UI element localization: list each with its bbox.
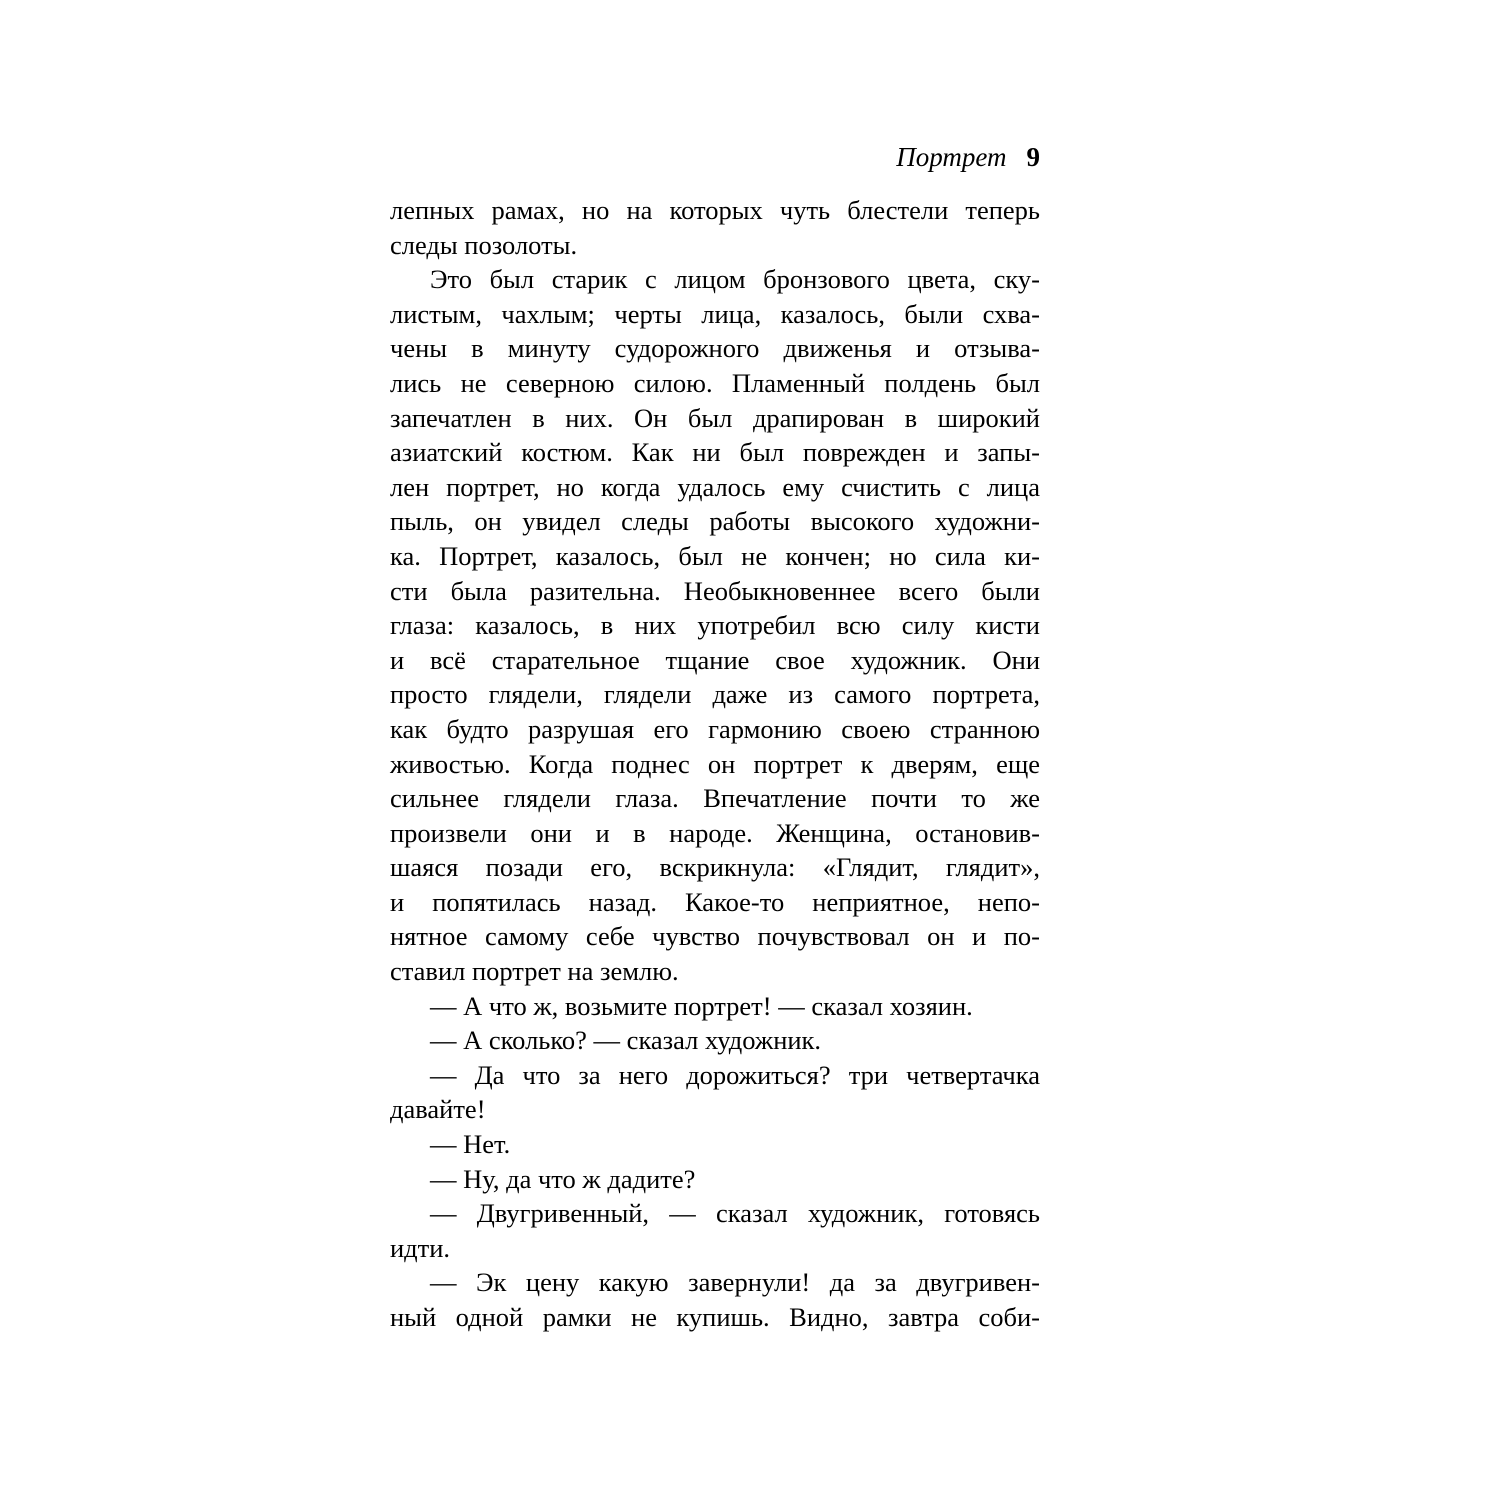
text-line: идти. — [390, 1232, 451, 1263]
text-line: как будто разрушая его гармонию своею странною — [390, 713, 1040, 744]
text-line: — Ну, да что ж дадите? — [430, 1163, 696, 1194]
text-line: запечатлен в них. Он был драпирован в широкий — [390, 402, 1040, 433]
text-line: азиатский костюм. Как ни был поврежден и запы- — [390, 437, 1040, 468]
text-line: глаза: казалось, в них употребил всю силу кисти — [390, 610, 1040, 641]
text-line: ка. Портрет, казалось, был не кончен; но сила ки- — [390, 540, 1040, 571]
text-line: ный одной рамки не купишь. Видно, завтра соби- — [390, 1302, 1040, 1332]
text-line: шаяся позади его, вскрикнула: «Глядит, глядит», — [390, 852, 1040, 883]
paragraph — [390, 1265, 1040, 1334]
text-line: и попятилась назад. Какое-то неприятное, непо- — [390, 886, 1040, 917]
text-line: — Эк цену какую завернули! да за двугривен- — [430, 1267, 1040, 1298]
text-line: лись не северною силою. Пламенный полдень был — [390, 367, 1040, 398]
paragraph — [390, 989, 1040, 1024]
paragraph — [390, 193, 1040, 262]
text-line: сильнее глядели глаза. Впечатление почти то же — [390, 783, 1040, 814]
paragraph — [390, 1162, 1040, 1197]
page-text — [390, 193, 1040, 1335]
text-line: ставил портрет на землю. — [390, 956, 679, 987]
text-line: — А сколько? — сказал художник. — [430, 1025, 822, 1056]
paragraph — [390, 1196, 1040, 1265]
paragraph — [390, 1023, 1040, 1058]
paragraph — [390, 1127, 1040, 1162]
paragraph — [390, 262, 1040, 988]
paragraph — [390, 1058, 1040, 1127]
text-line: чены в минуту судорожного движенья и отзыва- — [390, 333, 1040, 364]
text-line: сти была разительна. Необыкновеннее всего были — [390, 575, 1040, 606]
page-number: 9 — [1026, 142, 1040, 172]
text-line: нятное самому себе чувство почувствовал он и по- — [390, 921, 1040, 952]
text-line: — А что ж, возьмите портрет! — сказал хозяин. — [430, 990, 973, 1021]
text-line: пыль, он увидел следы работы высокого художни- — [390, 506, 1040, 537]
text-line: и всё старательное тщание свое художник. Они — [390, 644, 1040, 675]
text-line: просто глядели, глядели даже из самого портрета, — [390, 679, 1040, 710]
text-line: листым, чахлым; черты лица, казалось, были схва- — [390, 298, 1040, 329]
running-title: Портрет — [896, 142, 1007, 172]
page-header — [390, 141, 1040, 173]
text-line: — Нет. — [430, 1129, 511, 1160]
text-line: следы позолоты. — [390, 229, 578, 260]
text-line: лен портрет, но когда удалось ему счистить с лица — [390, 471, 1040, 502]
text-line: — Двугривенный, — сказал художник, готовясь — [430, 1198, 1040, 1229]
text-line: давайте! — [390, 1094, 486, 1125]
text-line: Это был старик с лицом бронзового цвета, ску- — [430, 264, 1040, 295]
text-line: произвели они и в народе. Женщина, остановив- — [390, 817, 1040, 848]
text-line: живостью. Когда поднес он портрет к дверям, еще — [390, 748, 1040, 779]
text-line: — Да что за него дорожиться? три четвертачка — [430, 1059, 1040, 1090]
text-line: лепных рамах, но на которых чуть блестели теперь — [390, 195, 1040, 225]
